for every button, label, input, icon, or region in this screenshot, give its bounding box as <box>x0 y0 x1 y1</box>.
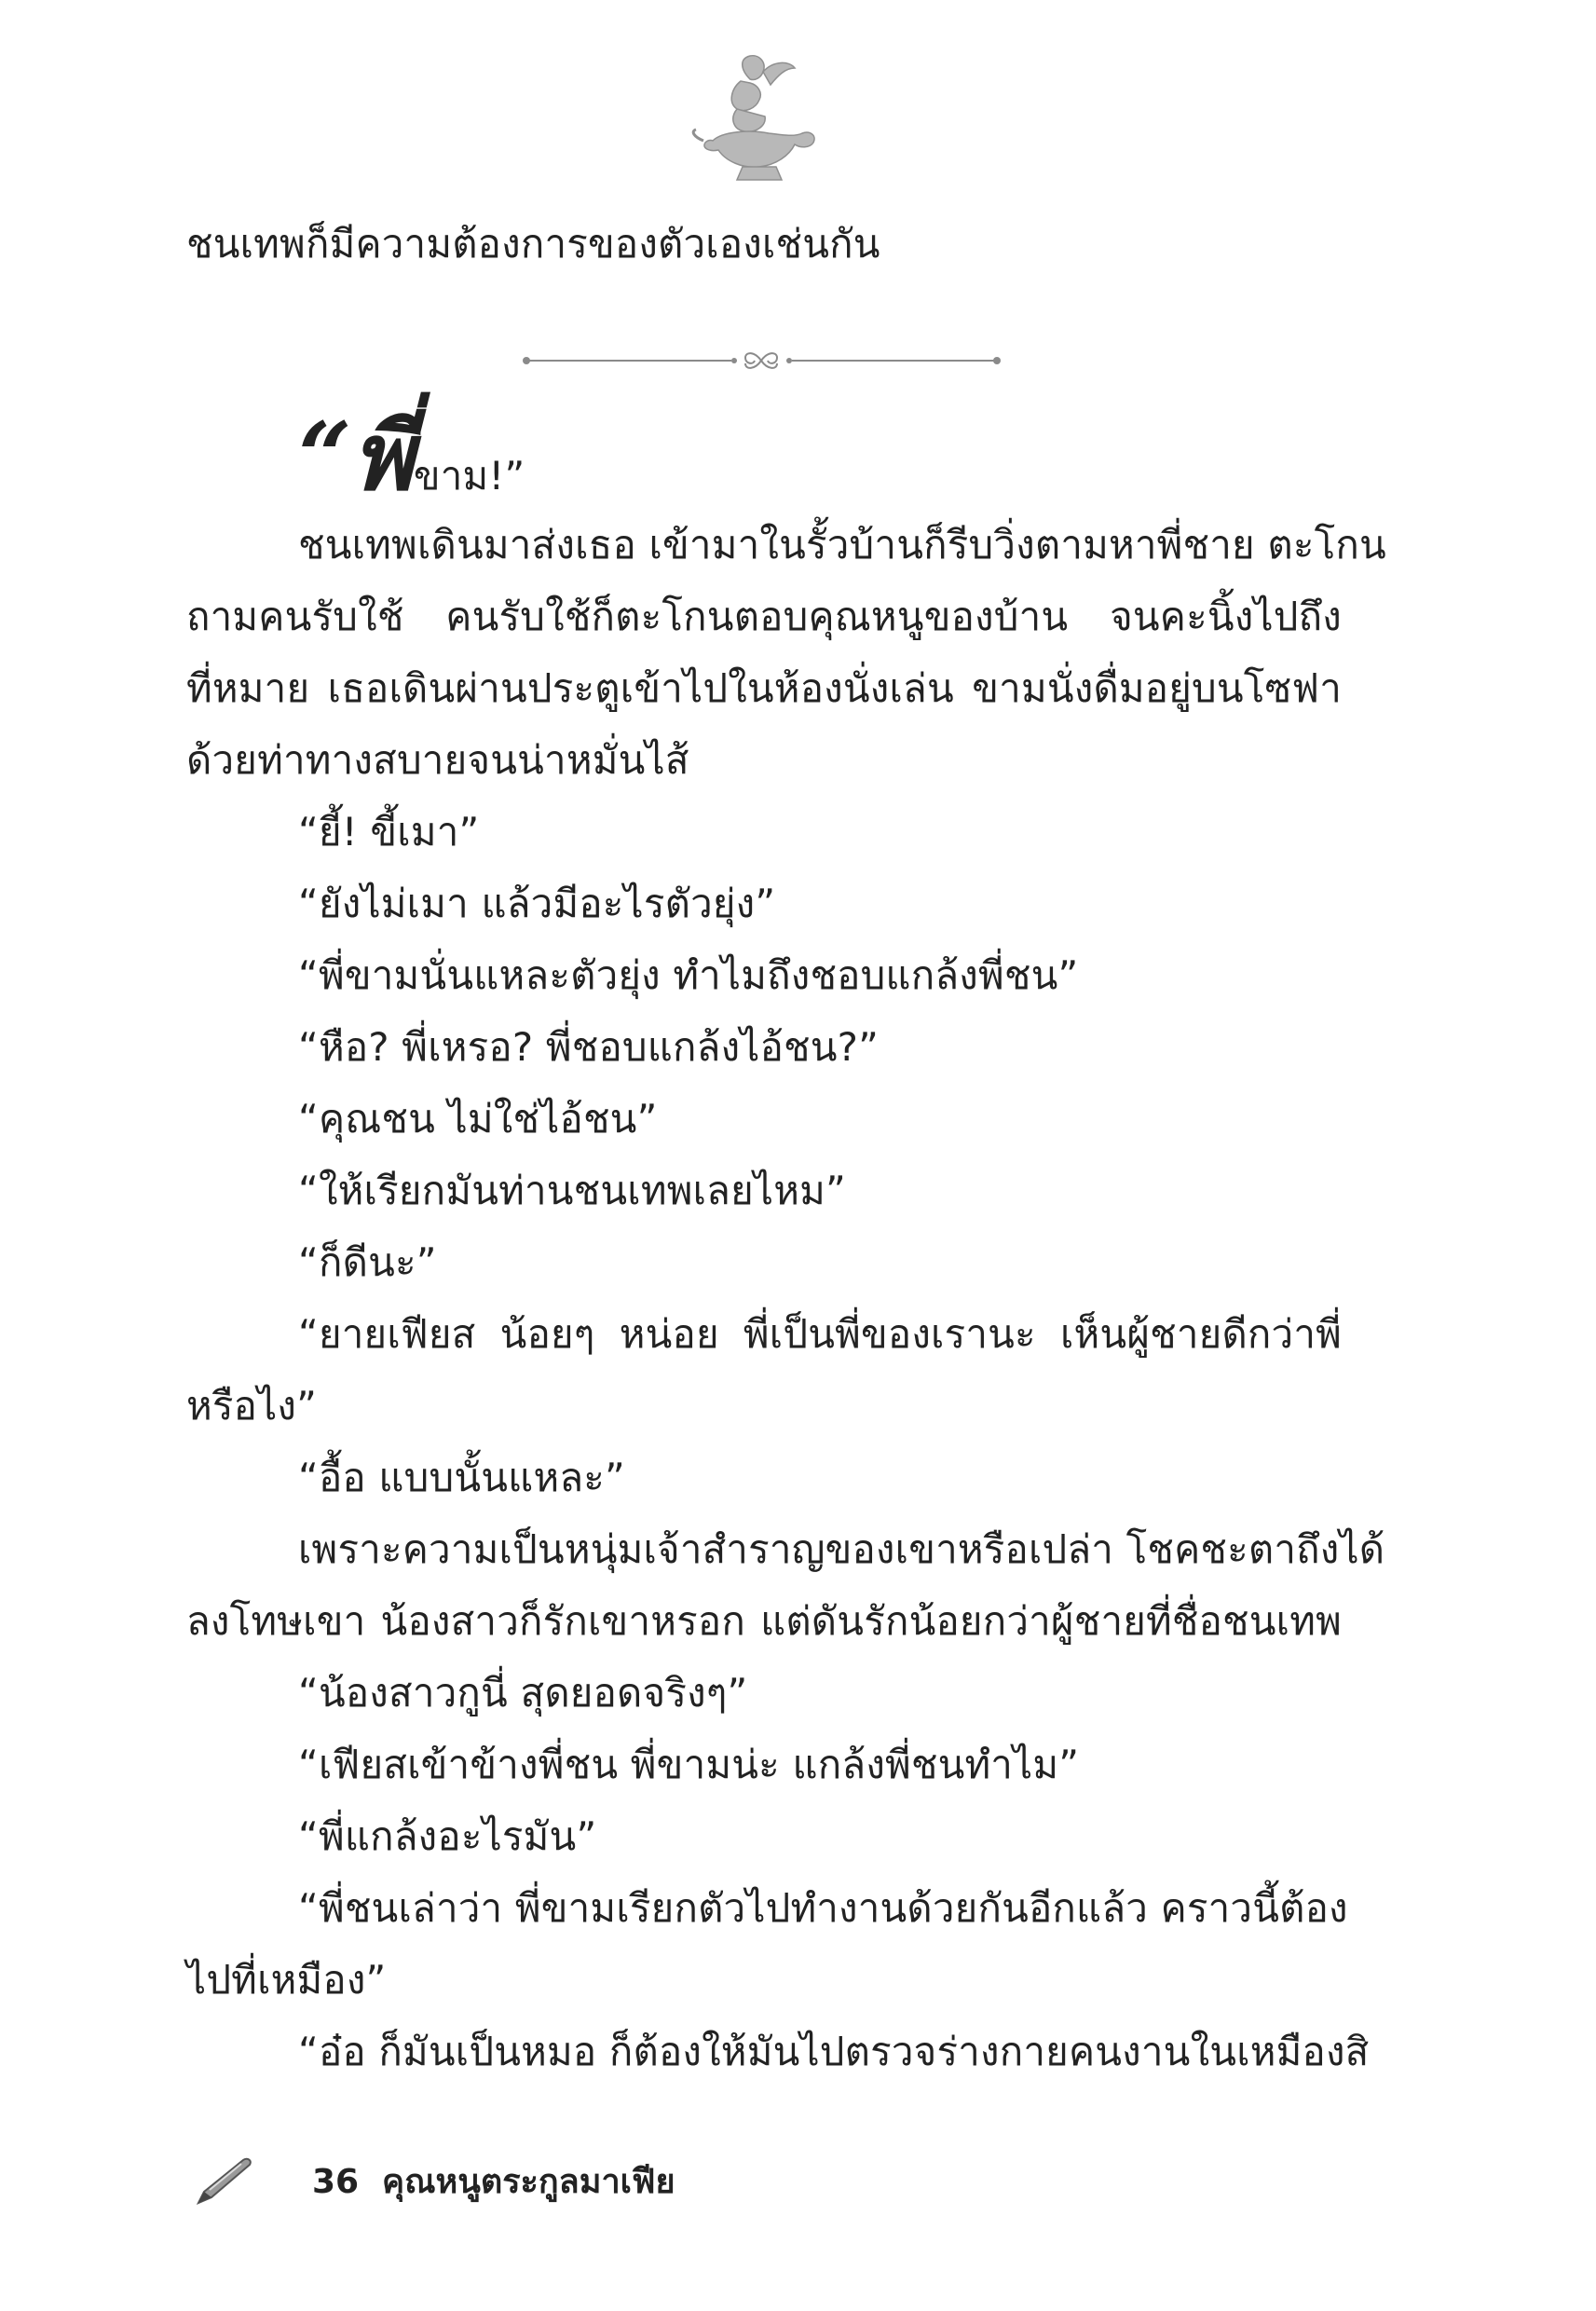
chapter-opening <box>298 402 1453 513</box>
body-line: ถามคนรับใช้ คนรับใช้ก็ตะโกนตอบคุณหนูของบ้าน จนคะนิ้งไปถึง <box>186 594 1342 639</box>
body-line: “พี่ขามนั่นแหละตัวยุ่ง ทำไมถึงชอบแกล้งพี่ชน” <box>298 952 1079 998</box>
body-line: “หือ? พี่เหรอ? พี่ชอบแกล้งไอ้ชน?” <box>298 1024 880 1070</box>
body-line: “น้องสาวกูนี่ สุดยอดจริงๆ” <box>298 1670 748 1716</box>
body-line: “ยี้! ขี้เมา” <box>298 809 480 855</box>
body-line: “ยายเฟียส น้อยๆ หน่อย พี่เป็นพี่ของเรานะ เห็นผู้ชายดีกว่าพี่ <box>298 1311 1342 1357</box>
body-line: ที่หมาย เธอเดินผ่านประตูเข้าไปในห้องนั่งเล่น ขามนั่งดื่มอยู่บนโซฟา <box>186 665 1342 711</box>
body-line: ชนเทพก็มีความต้องการของตัวเองเช่นกัน <box>186 221 880 267</box>
page-number: 36 <box>312 2163 360 2201</box>
genie-lamp-icon <box>685 51 825 186</box>
body-line: “ก็ดีนะ” <box>298 1239 437 1285</box>
body-line: “คุณชน ไม่ใช่ไอ้ชน” <box>298 1096 658 1142</box>
body-line: ชนเทพเดินมาส่งเธอ เข้ามาในรั้วบ้านก็รีบวิ่งตามหาพี่ชาย ตะโกน <box>298 522 1386 567</box>
body-line: “พี่แกล้งอะไรมัน” <box>298 1813 597 1859</box>
book-title: คุณหนูตระกูลมาเฟีย <box>382 2163 675 2201</box>
body-line: “อื้อ แบบนั้นแหละ” <box>298 1455 625 1500</box>
body-line: ลงโทษเขา น้องสาวก็รักเขาหรอก แต่ดันรักน้อยกว่าผู้ชายที่ชื่อชนเทพ <box>186 1598 1342 1644</box>
body-line: ด้วยท่าทางสบายจนน่าหมั่นไส้ <box>186 737 689 783</box>
body-line: “อ๋อ ก็มันเป็นหมอ ก็ต้องให้มันไปตรวจร่างกายคนงานในเหมืองสิ <box>298 2029 1370 2074</box>
body-line: “พี่ชนเล่าว่า พี่ขามเรียกตัวไปทำงานด้วยกันอีกแล้ว คราวนี้ต้อง <box>298 1885 1348 1931</box>
body-line: “ให้เรียกมันท่านชนเทพเลยไหม” <box>298 1168 846 1213</box>
body-line: “ยังไม่เมา แล้วมีอะไรตัวยุ่ง” <box>298 881 776 926</box>
body-line: ไปที่เหมือง” <box>186 1957 387 2003</box>
section-divider <box>522 347 1002 375</box>
dropcap-rest: ขาม!” <box>413 453 525 499</box>
body-line: “เฟียสเข้าข้างพี่ชน พี่ขามน่ะ แกล้งพี่ชนทำไม” <box>298 1742 1080 1787</box>
body-line: หรือไง” <box>186 1383 318 1429</box>
dropcap: “พี่ <box>298 402 414 512</box>
body-line: เพราะความเป็นหนุ่มเจ้าสำราญของเขาหรือเปล่า โชคชะตาถึงได้ <box>298 1526 1385 1572</box>
page-footer <box>191 2154 750 2210</box>
pen-icon <box>191 2154 256 2210</box>
